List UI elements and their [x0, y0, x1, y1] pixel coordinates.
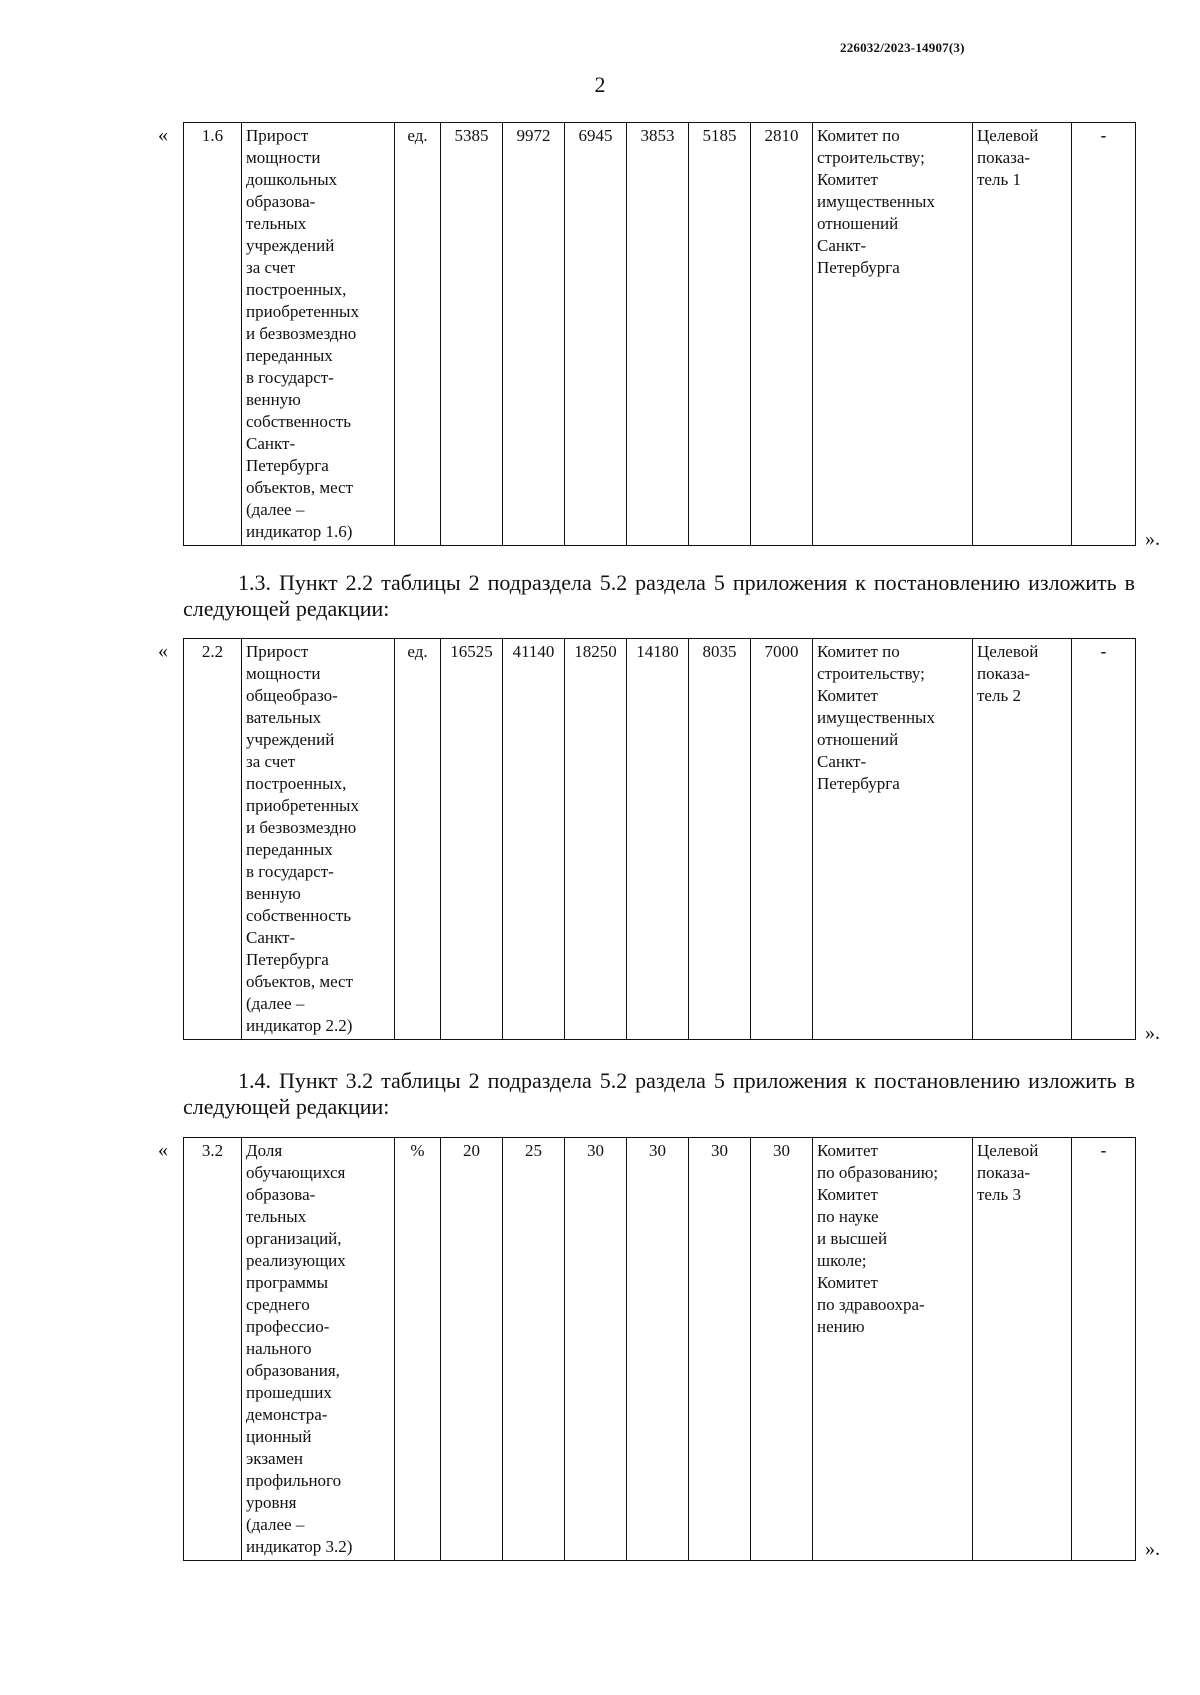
- indicator-name: Прирост мощности общеобразо- вательных учреждений за счет построенных, приобретенных и безвозмездно переданных в государст- венную собственность Санкт- Петербурга объектов, мест (далее – индикатор 2.2): [242, 639, 395, 1040]
- quote-close: ».: [1145, 1538, 1160, 1560]
- indicator-table-2-2: [183, 638, 1136, 1040]
- target-cell: Целевой показа- тель 2: [973, 639, 1072, 1040]
- responsible-cell: Комитет по строительству; Комитет имущественных отношений Санкт- Петербурга: [813, 639, 973, 1040]
- unit-cell: %: [395, 1138, 441, 1561]
- indicator-name: Доля обучающихся образова- тельных организаций, реализующих программы среднего профессио- нального образования, прошедших демонстра- ционный экзамен профильного уровня (далее – индикатор 3.2): [242, 1138, 395, 1561]
- table-row: [184, 639, 1136, 1040]
- responsible-cell: Комитет по строительству; Комитет имущественных отношений Санкт- Петербурга: [813, 123, 973, 546]
- dash-cell: -: [1072, 123, 1136, 546]
- table-row: [184, 123, 1136, 546]
- quote-close: ».: [1145, 1022, 1160, 1044]
- value-cell: 30: [565, 1138, 627, 1561]
- quote-close: ».: [1145, 528, 1160, 550]
- quote-open: «: [158, 640, 168, 662]
- value-cell: 20: [441, 1138, 503, 1561]
- page-number: 2: [594, 72, 606, 97]
- paragraph-1-4: 1.4. Пункт 3.2 таблицы 2 подраздела 5.2 раздела 5 приложения к постановлению изложить в следующей редакции:: [183, 1068, 1135, 1119]
- row-number: 2.2: [184, 639, 242, 1040]
- unit-cell: ед.: [395, 639, 441, 1040]
- dash-cell: -: [1072, 639, 1136, 1040]
- target-cell: Целевой показа- тель 1: [973, 123, 1072, 546]
- paragraph-1-3: 1.3. Пункт 2.2 таблицы 2 подраздела 5.2 раздела 5 приложения к постановлению изложить в следующей редакции:: [183, 570, 1135, 621]
- indicator-table-3-2: [183, 1137, 1136, 1561]
- table-row: [184, 1138, 1136, 1561]
- value-cell: 30: [751, 1138, 813, 1561]
- value-cell: 3853: [627, 123, 689, 546]
- value-cell: 14180: [627, 639, 689, 1040]
- indicator-table-1-6: [183, 122, 1136, 546]
- value-cell: 16525: [441, 639, 503, 1040]
- value-cell: 25: [503, 1138, 565, 1561]
- value-cell: 6945: [565, 123, 627, 546]
- row-number: 3.2: [184, 1138, 242, 1561]
- document-number: 226032/2023-14907(3): [840, 40, 965, 55]
- quote-open: «: [158, 1139, 168, 1161]
- row-number: 1.6: [184, 123, 242, 546]
- value-cell: 30: [627, 1138, 689, 1561]
- value-cell: 9972: [503, 123, 565, 546]
- value-cell: 5385: [441, 123, 503, 546]
- value-cell: 2810: [751, 123, 813, 546]
- indicator-name: Прирост мощности дошкольных образова- тельных учреждений за счет построенных, приобретенных и безвозмездно переданных в государст- венную собственность Санкт- Петербурга объектов, мест (далее – индикатор 1.6): [242, 123, 395, 546]
- value-cell: 5185: [689, 123, 751, 546]
- dash-cell: -: [1072, 1138, 1136, 1561]
- value-cell: 8035: [689, 639, 751, 1040]
- value-cell: 30: [689, 1138, 751, 1561]
- target-cell: Целевой показа- тель 3: [973, 1138, 1072, 1561]
- value-cell: 7000: [751, 639, 813, 1040]
- unit-cell: ед.: [395, 123, 441, 546]
- responsible-cell: Комитет по образованию; Комитет по науке и высшей школе; Комитет по здравоохра- нению: [813, 1138, 973, 1561]
- quote-open: «: [158, 124, 168, 146]
- value-cell: 41140: [503, 639, 565, 1040]
- value-cell: 18250: [565, 639, 627, 1040]
